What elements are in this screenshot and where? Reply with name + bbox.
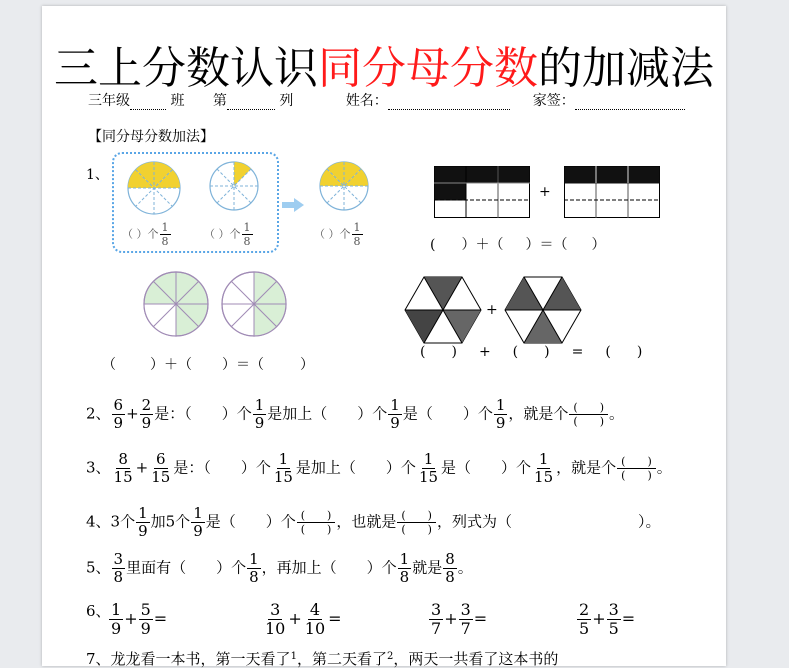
answer-fraction-4a[interactable]: ( ) ( ) bbox=[297, 510, 336, 535]
question-2: 2、 $\frac{6}{9}$ + $\frac{2}{9}$ 是：（ ）个 $\frac{1}{9}$ 是加上（ ）个 $\frac{1}{9}$ 是（ ）个 $\frac{1}{9}$ ，就是个 ( ) ( ) 。 bbox=[86, 396, 625, 432]
seat-label: 第 bbox=[212, 93, 227, 109]
pie-caption-3: （ ）个 $\frac{1}{8}$ bbox=[314, 221, 361, 248]
bar-equation: ( ）＋（ ）＝（ ） bbox=[430, 237, 606, 253]
name-label: 姓名： bbox=[345, 93, 388, 109]
question-4: 4、3个 $\frac{1}{9}$ 加5个 $\frac{1}{9}$ 是（ ）个 ( ) ( ) ，也就是 ( ) ( ) ，列式为（ ）。 bbox=[86, 504, 661, 540]
page-title: 三上分数认识同分母分数的加减法 bbox=[54, 43, 714, 94]
q6-item-2: $\frac{3}{10}$ + $\frac{4}{10}$ = bbox=[265, 600, 342, 638]
answer-fraction-3[interactable]: ( ) ( ) bbox=[617, 456, 656, 481]
sign-blank[interactable] bbox=[575, 95, 685, 110]
circle-diagram-2 bbox=[220, 270, 288, 338]
section-heading: 【同分母分数加法】 bbox=[88, 129, 214, 145]
bar-diagram-2 bbox=[564, 166, 660, 218]
q6-item-3: $\frac{3}{7}$ + $\frac{3}{7}$ = bbox=[431, 600, 488, 638]
hexagon-diagram-2 bbox=[504, 276, 582, 344]
bar-plus: + bbox=[539, 184, 551, 200]
question-5: 5、 $\frac{3}{8}$ 里面有（ ）个 $\frac{1}{8}$ ，再加上（ ）个 $\frac{1}{8}$ 就是 $\frac{8}{8}$ 。 bbox=[86, 550, 473, 586]
pie-caption-2: （ ）个 $\frac{1}{8}$ bbox=[204, 221, 251, 248]
grade-label: 三年级 bbox=[88, 93, 130, 109]
circle-equation: （ ）＋（ ）＝（ ） bbox=[102, 357, 314, 373]
class-blank[interactable] bbox=[130, 95, 166, 110]
answer-fraction-4b[interactable]: ( ) ( ) bbox=[397, 510, 436, 535]
arrow-right-icon bbox=[282, 198, 304, 212]
q6-item-4: $\frac{2}{5}$ + $\frac{3}{5}$ = bbox=[579, 600, 636, 638]
hex-equation: ( ) + ( ) = ( ) bbox=[420, 344, 643, 360]
class-label: 班 bbox=[170, 93, 185, 109]
name-blank[interactable] bbox=[388, 95, 510, 110]
pie-chart-2 bbox=[208, 160, 260, 212]
bar-diagram-1 bbox=[434, 166, 530, 218]
hexagon-diagram-1 bbox=[404, 276, 482, 344]
q6-item-1: $\frac{1}{9}$ + $\frac{5}{9}$ = bbox=[111, 600, 168, 638]
hex-plus: + bbox=[486, 302, 498, 318]
q1-number: 1、 bbox=[86, 167, 109, 183]
q6-number: 6、 bbox=[86, 602, 111, 620]
pie-chart-3 bbox=[318, 160, 370, 212]
answer-fraction-2[interactable]: ( ) ( ) bbox=[569, 402, 608, 427]
pie-chart-1 bbox=[126, 160, 182, 216]
worksheet-page bbox=[42, 6, 726, 666]
question-3: 3、 $\frac{8}{15}$ + $\frac{6}{15}$ 是：（ ）个 $\frac{1}{15}$ 是加上（ ）个 $\frac{1}{15}$ 是（ ）个 $\frac{1}{15}$ ，就是个 ( ) ( ) 。 bbox=[86, 450, 672, 486]
seat-blank[interactable] bbox=[227, 95, 275, 110]
question-7: 7、龙龙看一本书，第一天看了$^1$，第二天看了$^2$，两天一共看了这本书的 bbox=[86, 650, 559, 668]
sign-label: 家签： bbox=[532, 93, 575, 109]
row-label: 列 bbox=[279, 93, 294, 109]
header-info bbox=[88, 90, 685, 110]
circle-diagram-1 bbox=[142, 270, 210, 338]
pie-caption-1: （ ）个 $\frac{1}{8}$ bbox=[122, 221, 169, 248]
